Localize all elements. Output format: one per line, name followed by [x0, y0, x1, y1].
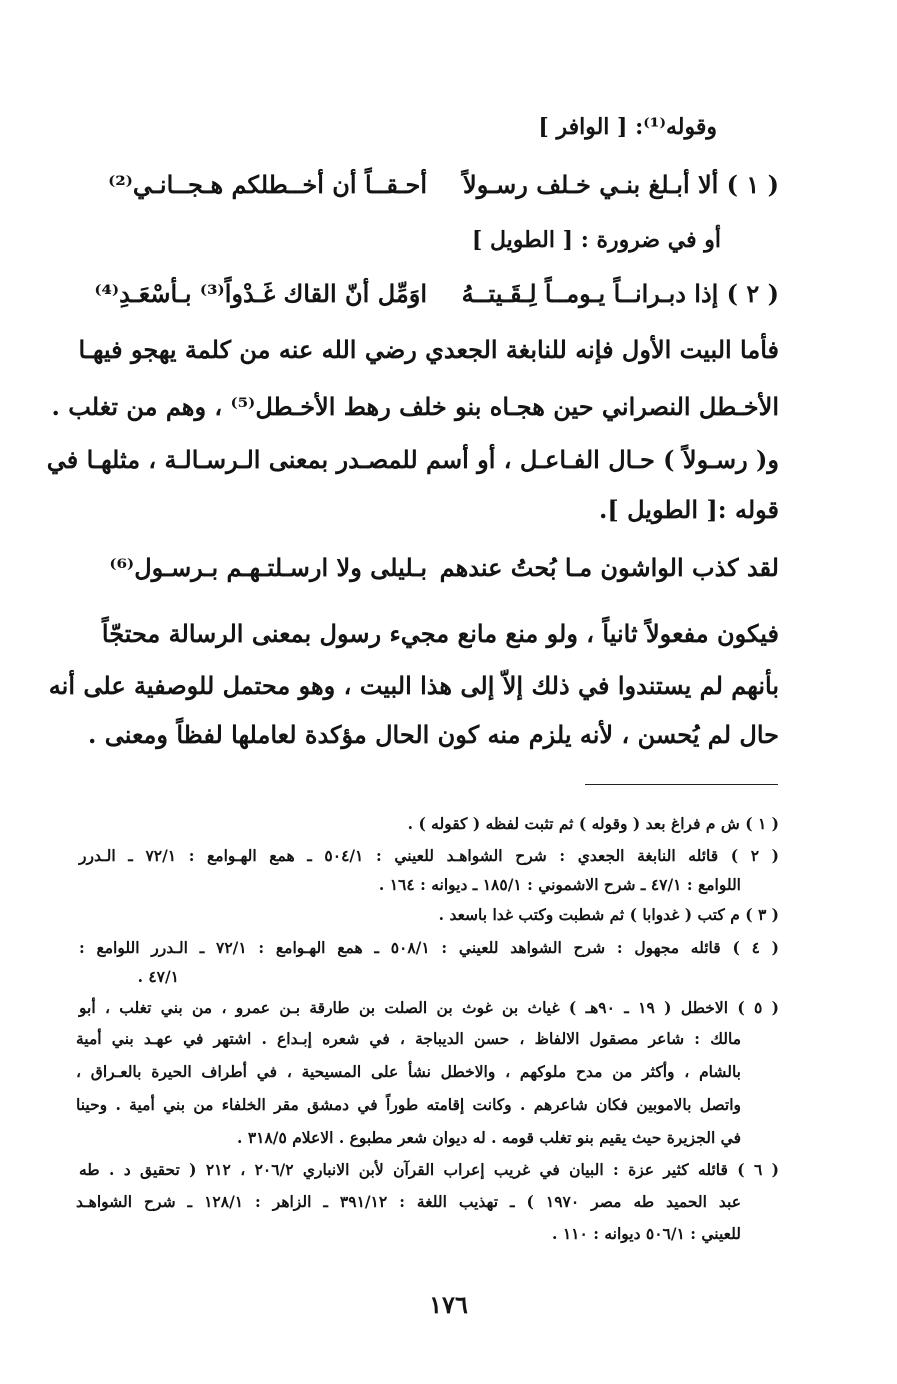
footnote-1-line-1: ( ١ ) ش م فراغ بعد ( وقوله ) ثم تثبت لفظه ( كقوله ) . — [407, 814, 779, 833]
footnote-6-line-1: ( ٦ ) قائله كثير عزة : البيان في غريب إعراب القرآن لأبن الانباري ٢٠٦/٢ ، ٢١٢ ( تحقيق د . طه — [79, 1160, 780, 1179]
verse-2-second-hemistich: اوَمِّل أنّ القاك غَـدْواً⁽³⁾ بـأسْعَـدِ⁽⁴⁾ — [94, 279, 427, 308]
footnote-5-line-4: واتصل بالاموبين فكان شاعرهم . وكانت إقامته طوراً في دمشق مقر الخلفاء من بني أمية . وحينا — [76, 1095, 741, 1114]
page-number: ١٧٦ — [429, 1290, 468, 1319]
footnote-5-line-2: مالك : شاعر مصقول الالفاظ ، حسن الديباجة ، في شعره إبـداع . اشتهر في عهـد بني أمية — [76, 1029, 741, 1048]
footnote-divider — [585, 784, 778, 785]
footnote-5-line-5: في الجزيرة حيث يقيم بنو تغلب قومه . له ديوان شعر مطبوع . الاعلام ٣١٨/٥ . — [237, 1128, 741, 1147]
verse-1-first-hemistich: ( ١ ) ألا أبـلغ بنـي خـلف رسـولاً — [463, 170, 779, 199]
verse-intro: وقوله⁽¹⁾: [ الوافر ] — [538, 114, 717, 140]
footnote-2-line-1: ( ٢ ) قائله النابغة الجعدي : شرح الشواهـد للعيني : ٥٠٤/١ ـ همع الهـوامع : ٧٢/١ ـ الـدرر — [79, 846, 779, 865]
paragraph-2-line-2: بأنهم لم يستندوا في ذلك إلاّ إلى هذا البيت ، وهو محتمل للوصفية على أنه — [48, 671, 779, 700]
verse-1-second-hemistich: أحـقــاً أن أخــطلكم هـجــانـي⁽²⁾ — [108, 170, 427, 199]
verse-3-second-hemistich: بـليلى ولا ارسـلتـهـم بـرسـول⁽⁶⁾ — [109, 553, 427, 582]
paragraph-1-line-4: قوله :[ الطويل ]. — [599, 495, 779, 524]
footnote-4-line-2: ٤٧/١ . — [137, 967, 179, 986]
meter-note: أو في ضرورة : [ الطويل ] — [471, 227, 721, 253]
footnote-6-line-3: للعيني : ٥٠٦/١ ديوانه : ١١٠ . — [552, 1224, 741, 1243]
footnote-5-line-1: ( ٥ ) الاخطل ( ١٩ ـ ٩٠هـ ) غياث بن غوث بن الصلت بن طارقة بـن عمرو ، من بني تغلب ، أبو — [79, 998, 780, 1017]
footnote-3-line-1: ( ٣ ) م كتب ( غدوابا ) ثم شطبت وكتب غدا باسعد . — [438, 905, 779, 924]
paragraph-2-line-3: حال لم يُحسن ، لأنه يلزم منه كون الحال مؤكدة لعاملها لفظاً ومعنى . — [88, 720, 779, 749]
footnote-6-line-2: عبد الحميد طه مصر ١٩٧٠ ) ـ تهذيب اللغة : ٣٩١/١٢ ـ الزاهر : ١٢٨/١ ـ شرح الشواهـد — [76, 1192, 741, 1211]
footnote-2-line-2: اللوامع : ٤٧/١ ـ شرح الاشموني : ١٨٥/١ ـ ديوانه : ١٦٤ . — [378, 875, 741, 894]
paragraph-2-line-1: فيكون مفعولاً ثانياً ، ولو منع مانع مجيء رسول بمعنى الرسالة محتجّاً — [101, 619, 779, 648]
footnote-5-line-3: بالشام ، وأكثر من مدح ملوكهم ، والاخطل نشأ على المسيحية ، في أطراف الحيرة بالعـراق ، — [76, 1062, 741, 1081]
verse-2-first-hemistich: ( ٢ ) إذا دبـرانــاً يـومــاً لِـقَـيتــهُ — [461, 279, 779, 308]
paragraph-1-line-1: فأما البيت الأول فإنه للنابغة الجعدي رضي الله عنه من كلمة يهجو فيهـا — [78, 335, 779, 364]
footnote-4-line-1: ( ٤ ) قائله مجهول : شرح الشواهد للعيني : ٥٠٨/١ ـ همع الهـوامع : ٧٢/١ ـ الـدرر اللوامع : — [79, 938, 779, 957]
paragraph-1-line-3: و( رسـولاً ) حـال الفـاعـل ، أو أسم للمصـدر بمعنى الـرسـالـة ، مثلهـا في — [46, 445, 779, 474]
paragraph-1-line-2: الأخـطل النصراني حين هجـاه بنو خلف رهط الأخـطل⁽⁵⁾ ، وهم من تغلب . — [51, 392, 779, 421]
verse-3-first-hemistich: لقد كذب الواشون مـا بُحتُ عندهم — [439, 553, 779, 582]
